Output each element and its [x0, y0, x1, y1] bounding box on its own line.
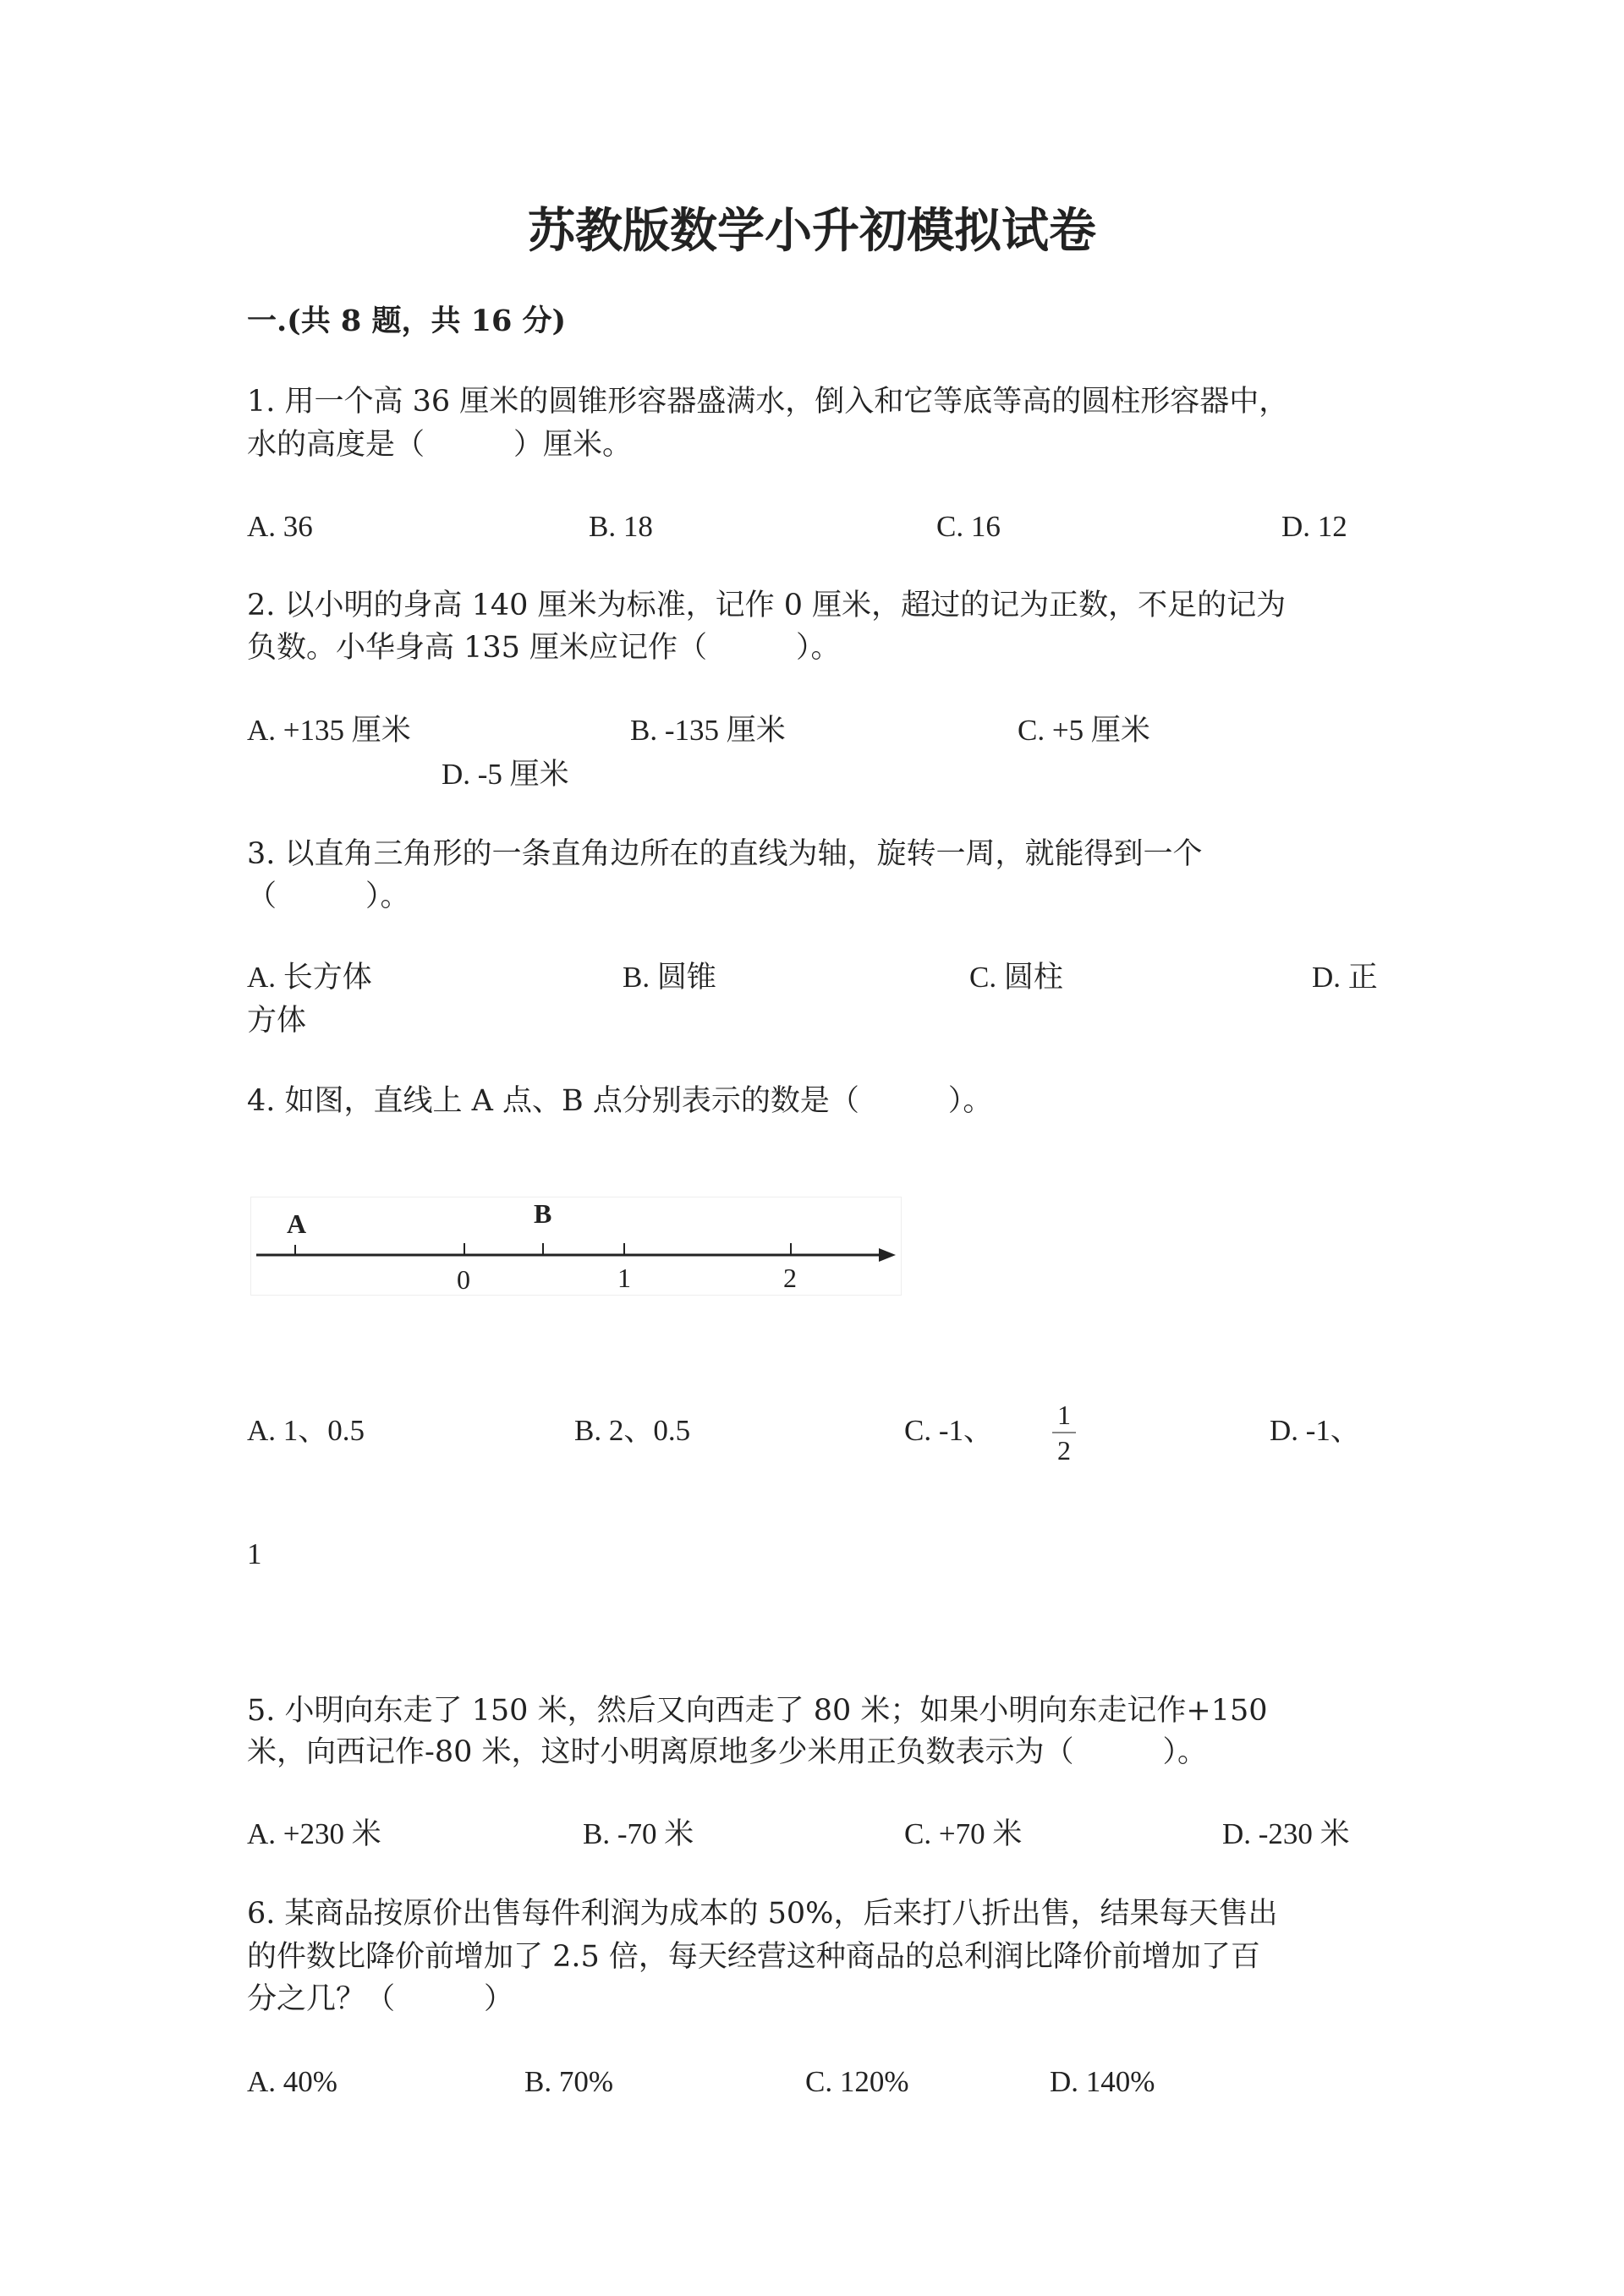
question-1-option-c[interactable]: C. 16 — [936, 510, 1001, 543]
question-6-option-b[interactable]: B. 70% — [524, 2065, 613, 2098]
tick-label-0: 0 — [457, 1264, 470, 1295]
question-6-line-2: 的件数比降价前增加了 2.5 倍，每天经营这种商品的总利润比降价前增加了百 — [247, 1940, 1260, 1974]
question-3-option-d[interactable]: D. 正 — [1312, 961, 1378, 994]
question-4-option-d-continued: 1 — [247, 1537, 262, 1570]
point-label-a: A — [287, 1208, 307, 1239]
question-2-option-b[interactable]: B. -135 厘米 — [630, 714, 786, 747]
question-2-option-c[interactable]: C. +5 厘米 — [1018, 714, 1150, 747]
arrow-head-icon — [879, 1248, 896, 1262]
fraction-bar — [1052, 1432, 1076, 1433]
question-3-option-c[interactable]: C. 圆柱 — [969, 961, 1063, 994]
question-2-option-a[interactable]: A. +135 厘米 — [247, 714, 411, 747]
question-6-option-c[interactable]: C. 120% — [805, 2065, 909, 2098]
question-1-option-b[interactable]: B. 18 — [589, 510, 653, 543]
question-1-line-1: 1. 用一个高 36 厘米的圆锥形容器盛满水，倒入和它等底等高的圆柱形容器中， — [247, 385, 1289, 419]
question-3-line-1: 3. 以直角三角形的一条直角边所在的直线为轴，旋转一周，就能得到一个 — [247, 837, 1203, 871]
question-5-option-d[interactable]: D. -230 米 — [1222, 1817, 1350, 1850]
question-6-line-3: 分之几？（ ） — [247, 1982, 514, 2016]
section-header: 一.(共 8 题，共 16 分) — [247, 304, 567, 338]
question-2-line-1: 2. 以小明的身高 140 厘米为标准，记作 0 厘米，超过的记为正数，不足的记为 — [247, 589, 1287, 622]
question-2-option-d[interactable]: D. -5 厘米 — [442, 758, 569, 791]
question-5-option-c[interactable]: C. +70 米 — [904, 1817, 1023, 1850]
question-5-line-2: 米，向西记作-80 米，这时小明离原地多少米用正负数表示为（ ）。 — [247, 1735, 1207, 1769]
question-2-line-2: 负数。小华身高 135 厘米应记作（ ）。 — [247, 631, 841, 665]
question-5-option-a[interactable]: A. +230 米 — [247, 1817, 381, 1850]
question-4-option-b[interactable]: B. 2、0.5 — [574, 1414, 691, 1447]
fraction-numerator: 1 — [1057, 1400, 1071, 1430]
fraction-one-half — [1049, 1400, 1079, 1466]
tick-label-1: 1 — [617, 1263, 631, 1293]
question-4-option-a[interactable]: A. 1、0.5 — [247, 1414, 365, 1447]
question-3-line-2: （ ）。 — [247, 879, 410, 913]
question-1-option-a[interactable]: A. 36 — [247, 510, 313, 543]
question-5-line-1: 5. 小明向东走了 150 米，然后又向西走了 80 米；如果小明向东走记作+150 — [247, 1694, 1268, 1728]
fraction-denominator: 2 — [1057, 1435, 1071, 1466]
number-line-figure — [250, 1197, 902, 1296]
question-1-line-2: 水的高度是（ ）厘米。 — [247, 428, 633, 462]
question-6-line-1: 6. 某商品按原价出售每件利润为成本的 50%，后来打八折出售，结果每天售出 — [247, 1897, 1278, 1931]
question-6-option-d[interactable]: D. 140% — [1050, 2065, 1155, 2098]
page-title: 苏教版数学小升初模拟试卷 — [528, 203, 1096, 259]
point-label-b: B — [534, 1198, 552, 1229]
question-6-option-a[interactable]: A. 40% — [247, 2065, 337, 2098]
question-3-option-a[interactable]: A. 长方体 — [247, 961, 372, 994]
tick-label-2: 2 — [783, 1263, 797, 1293]
question-4-option-c[interactable]: C. -1、 — [904, 1414, 994, 1447]
question-3-option-d-continued: 方体 — [247, 1004, 307, 1037]
question-1-option-d[interactable]: D. 12 — [1281, 510, 1347, 543]
question-5-option-b[interactable]: B. -70 米 — [583, 1817, 694, 1850]
question-4-option-d[interactable]: D. -1、 — [1270, 1414, 1360, 1447]
question-4-line-1: 4. 如图，直线上 A 点、B 点分别表示的数是（ ）。 — [247, 1084, 993, 1118]
question-3-option-b[interactable]: B. 圆锥 — [623, 961, 716, 994]
